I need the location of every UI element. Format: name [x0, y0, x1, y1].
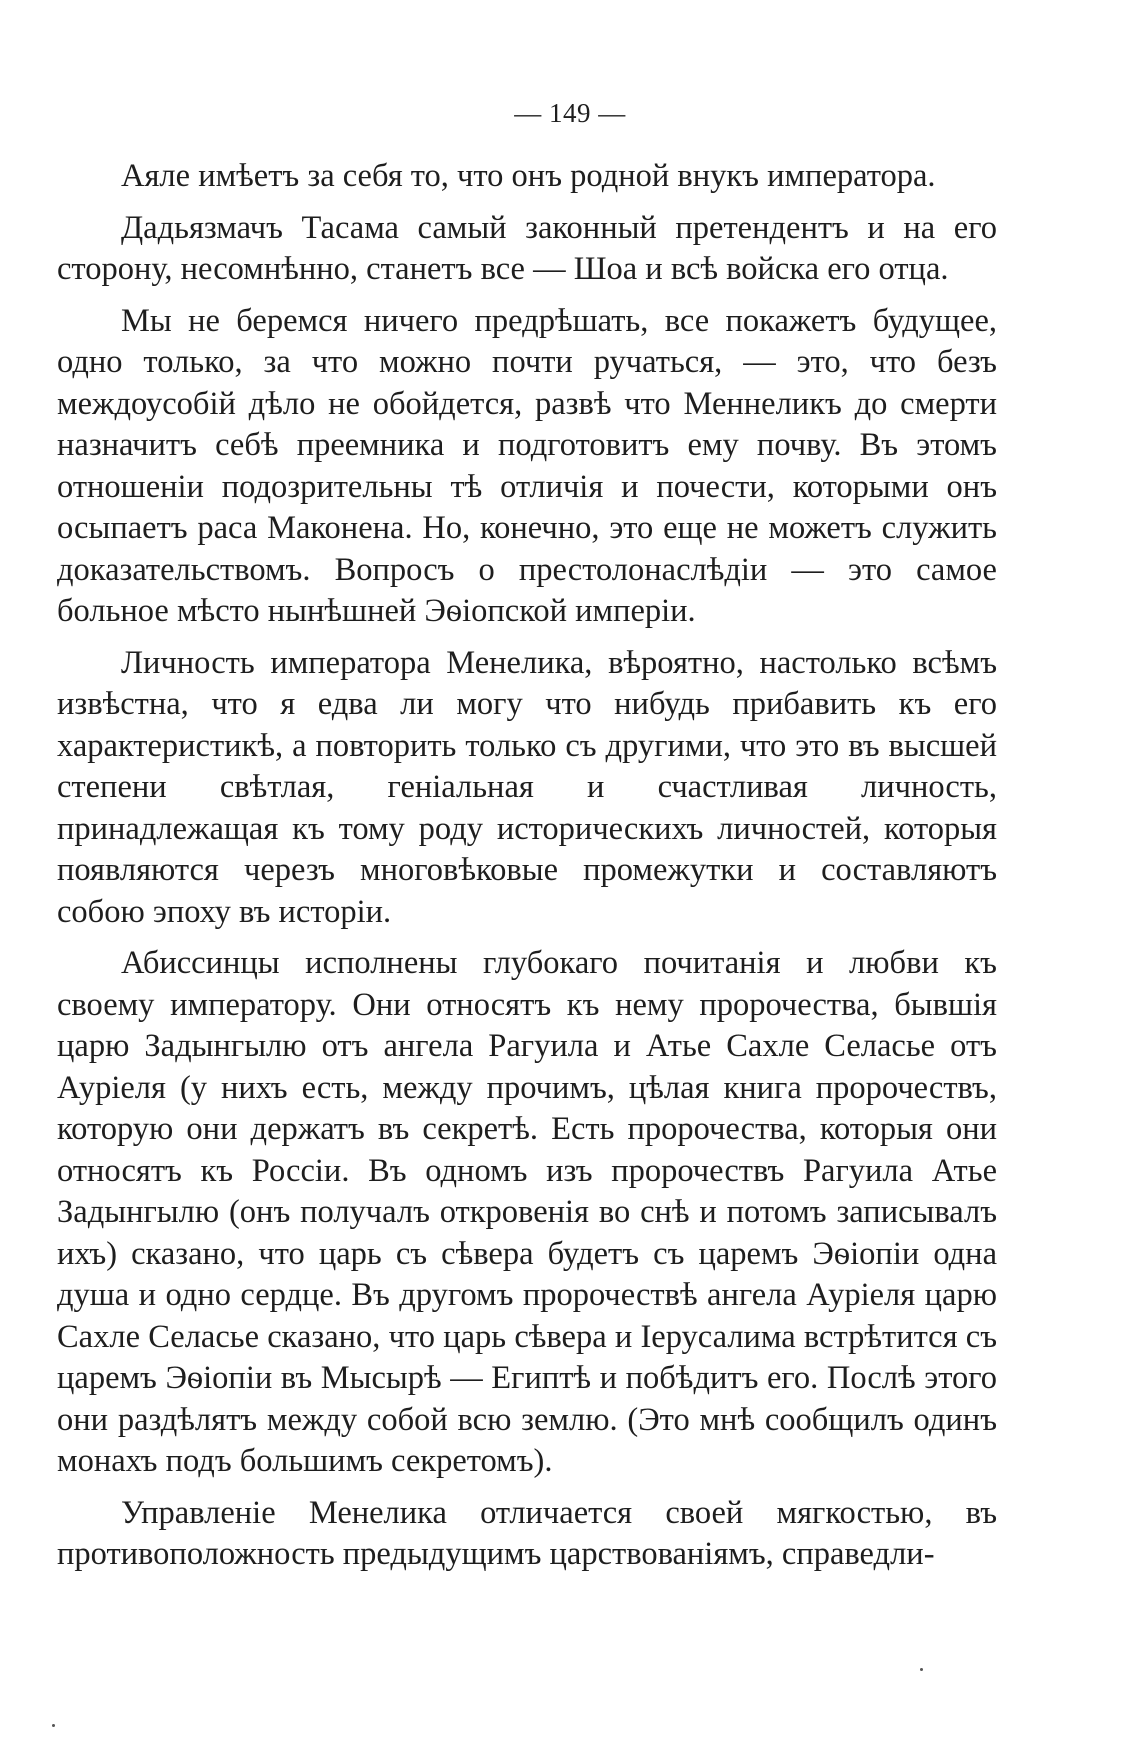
paragraph-2: Дадьязмачъ Тасама самый законный претендентъ и на его сторону, несомнѣнно, станетъ все — Шоа и всѣ войска его отца. [57, 209, 997, 287]
paragraph-3: Мы не беремся ничего предрѣшать, все покажетъ будущее, одно только, за что можно почти ручаться, — это, что безъ междоусобій дѣло не обойдется, развѣ что Меннеликъ до смерти назначитъ себѣ преемника и подготовитъ ему почву. Въ этомъ отношеніи подозрительны тѣ отличія и почести, которыми онъ осыпаетъ раса Маконена. Но, конечно, это еще не можетъ служить доказательствомъ. Вопросъ о престолонаслѣдіи — это самое больное мѣсто нынѣшней Эѳіопской имперіи. [57, 302, 997, 629]
scan-speck [52, 1724, 55, 1727]
body-text [57, 156, 997, 1586]
page-number: — 149 — [514, 98, 626, 128]
scan-speck [920, 1668, 923, 1671]
paragraph-6: Управленіе Менелика отличается своей мягкостью, въ противоположность предыдущимъ царствованіямъ, справедли- [57, 1494, 997, 1572]
paragraph-4: Личность императора Менелика, вѣроятно, настолько всѣмъ извѣстна, что я едва ли могу что нибудь прибавить къ его характеристикѣ, а повторить только съ другими, что это въ высшей степени свѣтлая, геніальная и счастливая личность, принадлежащая къ тому роду историческихъ личностей, которыя появляются черезъ многовѣковые промежутки и составляютъ собою эпоху въ исторіи. [57, 644, 997, 930]
paragraph-5: Абиссинцы исполнены глубокаго почитанія и любви къ своему императору. Они относятъ къ нему пророчества, бывшія царю Задынгылю отъ ангела Рагуила и Атье Сахле Селасье отъ Ауріеля (у нихъ есть, между прочимъ, цѣлая книга пророчествъ, которую они держатъ въ секретѣ. Есть пророчества, которыя они относятъ къ Россіи. Въ одномъ изъ пророчествъ Рагуила Атье Задынгылю (онъ получалъ откровенія во снѣ и потомъ записывалъ ихъ) сказано, что царь съ сѣвера будетъ съ царемъ Эѳіопіи одна душа и одно сердце. Въ другомъ пророчествѣ ангела Ауріеля царю Сахле Селасье сказано, что царь сѣвера и Іерусалима встрѣтится съ царемъ Эѳіопіи въ Мысырѣ — Египтѣ и побѣдитъ его. Послѣ этого они раздѣлятъ между собой всю землю. (Это мнѣ сообщилъ одинъ монахъ подъ большимъ секретомъ). [57, 945, 997, 1479]
paragraph-1: Аяле имѣетъ за себя то, что онъ родной внукъ императора. [121, 158, 936, 194]
